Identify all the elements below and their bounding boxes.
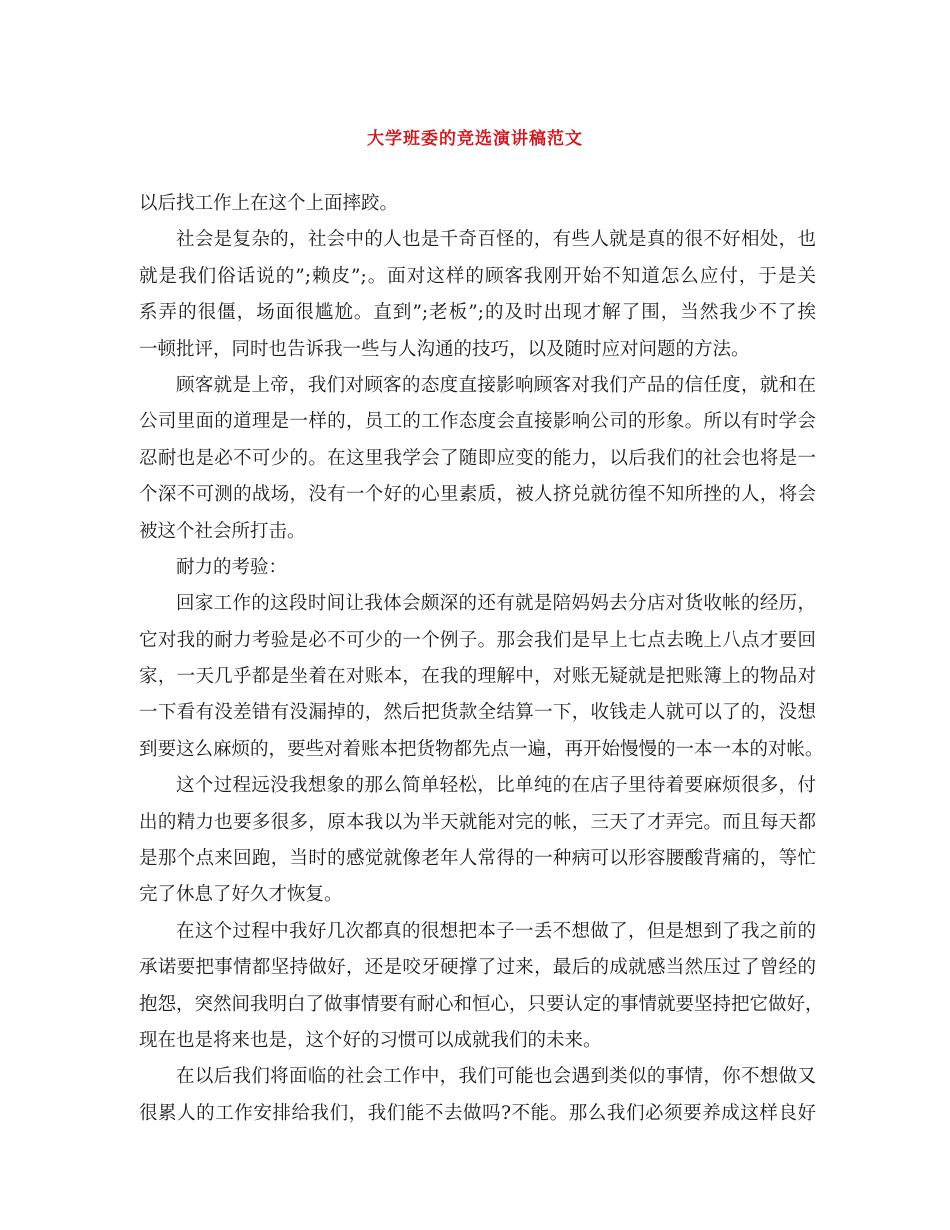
body-text-line: 就是我们俗话说的”;赖皮”;。面对这样的顾客我刚开始不知道怎么应付，于是关 [139, 265, 816, 287]
document-title: 大学班委的竞选演讲稿范文 [367, 129, 583, 149]
body-text-line: 出的精力也要多很多，原本我以为半天就能对完的帐，三天了才弄完。而且每天都 [139, 811, 816, 833]
body-text-line: 现在也是将来也是，这个好的习惯可以成就我们的未来。 [139, 1029, 602, 1051]
document-body [139, 186, 824, 1132]
body-text-line: 抱怨，突然间我明白了做事情要有耐心和恒心，只要认定的事情就要坚持把它做好， [139, 993, 824, 1015]
body-text-line: 一下看有没差错有没漏掉的，然后把货款全结算一下，收钱走人就可以了的，没想 [139, 702, 816, 724]
body-text-line: 被这个社会所打击。 [139, 520, 306, 542]
body-text-line: 公司里面的道理是一样的，员工的工作态度会直接影响公司的形象。所以有时学会 [139, 411, 816, 433]
body-text-line: 它对我的耐力考验是必不可少的一个例子。那会我们是早上七点去晚上八点才要回 [139, 629, 816, 651]
body-text-line: 很累人的工作安排给我们，我们能不去做吗?不能。那么我们必须要养成这样良好 [139, 1102, 816, 1124]
body-text-line: 这个过程远没我想象的那么简单轻松，比单纯的在店子里待着要麻烦很多，付 [176, 775, 816, 797]
body-text-line: 完了休息了好久才恢复。 [139, 884, 343, 906]
body-text-line: 耐力的考验： [176, 556, 288, 578]
body-text-line: 家，一天几乎都是坐着在对账本，在我的理解中，对账无疑就是把账簿上的物品对 [139, 666, 816, 688]
body-text-line: 顾客就是上帝，我们对顾客的态度直接影响顾客对我们产品的信任度，就和在 [176, 374, 816, 396]
body-text-line: 到要这么麻烦的，要些对着账本把货物都先点一遍，再开始慢慢的一本一本的对帐。 [139, 738, 824, 760]
body-text-line: 是那个点来回跑，当时的感觉就像老年人常得的一种病可以形容腰酸背痛的，等忙 [139, 848, 816, 870]
body-text-line: 承诺要把事情都坚持做好，还是咬牙硬撑了过来，最后的成就感当然压过了曾经的 [139, 957, 816, 979]
body-text-line: 系弄的很僵，场面很尴尬。直到”;老板”;的及时出现才解了围，当然我少不了挨 [139, 302, 816, 324]
body-text-line: 在以后我们将面临的社会工作中，我们可能也会遇到类似的事情，你不想做又 [176, 1066, 816, 1088]
body-text-line: 社会是复杂的，社会中的人也是千奇百怪的，有些人就是真的很不好相处，也 [176, 229, 816, 251]
body-text-line: 回家工作的这段时间让我体会颇深的还有就是陪妈妈去分店对货收帐的经历， [176, 593, 816, 615]
body-text-line: 在这个过程中我好几次都真的很想把本子一丢不想做了，但是想到了我之前的 [176, 920, 816, 942]
body-text-line: 一顿批评，同时也告诉我一些与人沟通的技巧，以及随时应对问题的方法。 [139, 338, 750, 360]
body-text-line: 个深不可测的战场，没有一个好的心里素质，被人挤兑就彷徨不知所挫的人，将会 [139, 484, 816, 506]
body-text-line: 忍耐也是必不可少的。在这里我学会了随即应变的能力，以后我们的社会也将是一 [139, 447, 816, 469]
body-text-line: 以后找工作上在这个上面摔跤。 [139, 193, 399, 214]
